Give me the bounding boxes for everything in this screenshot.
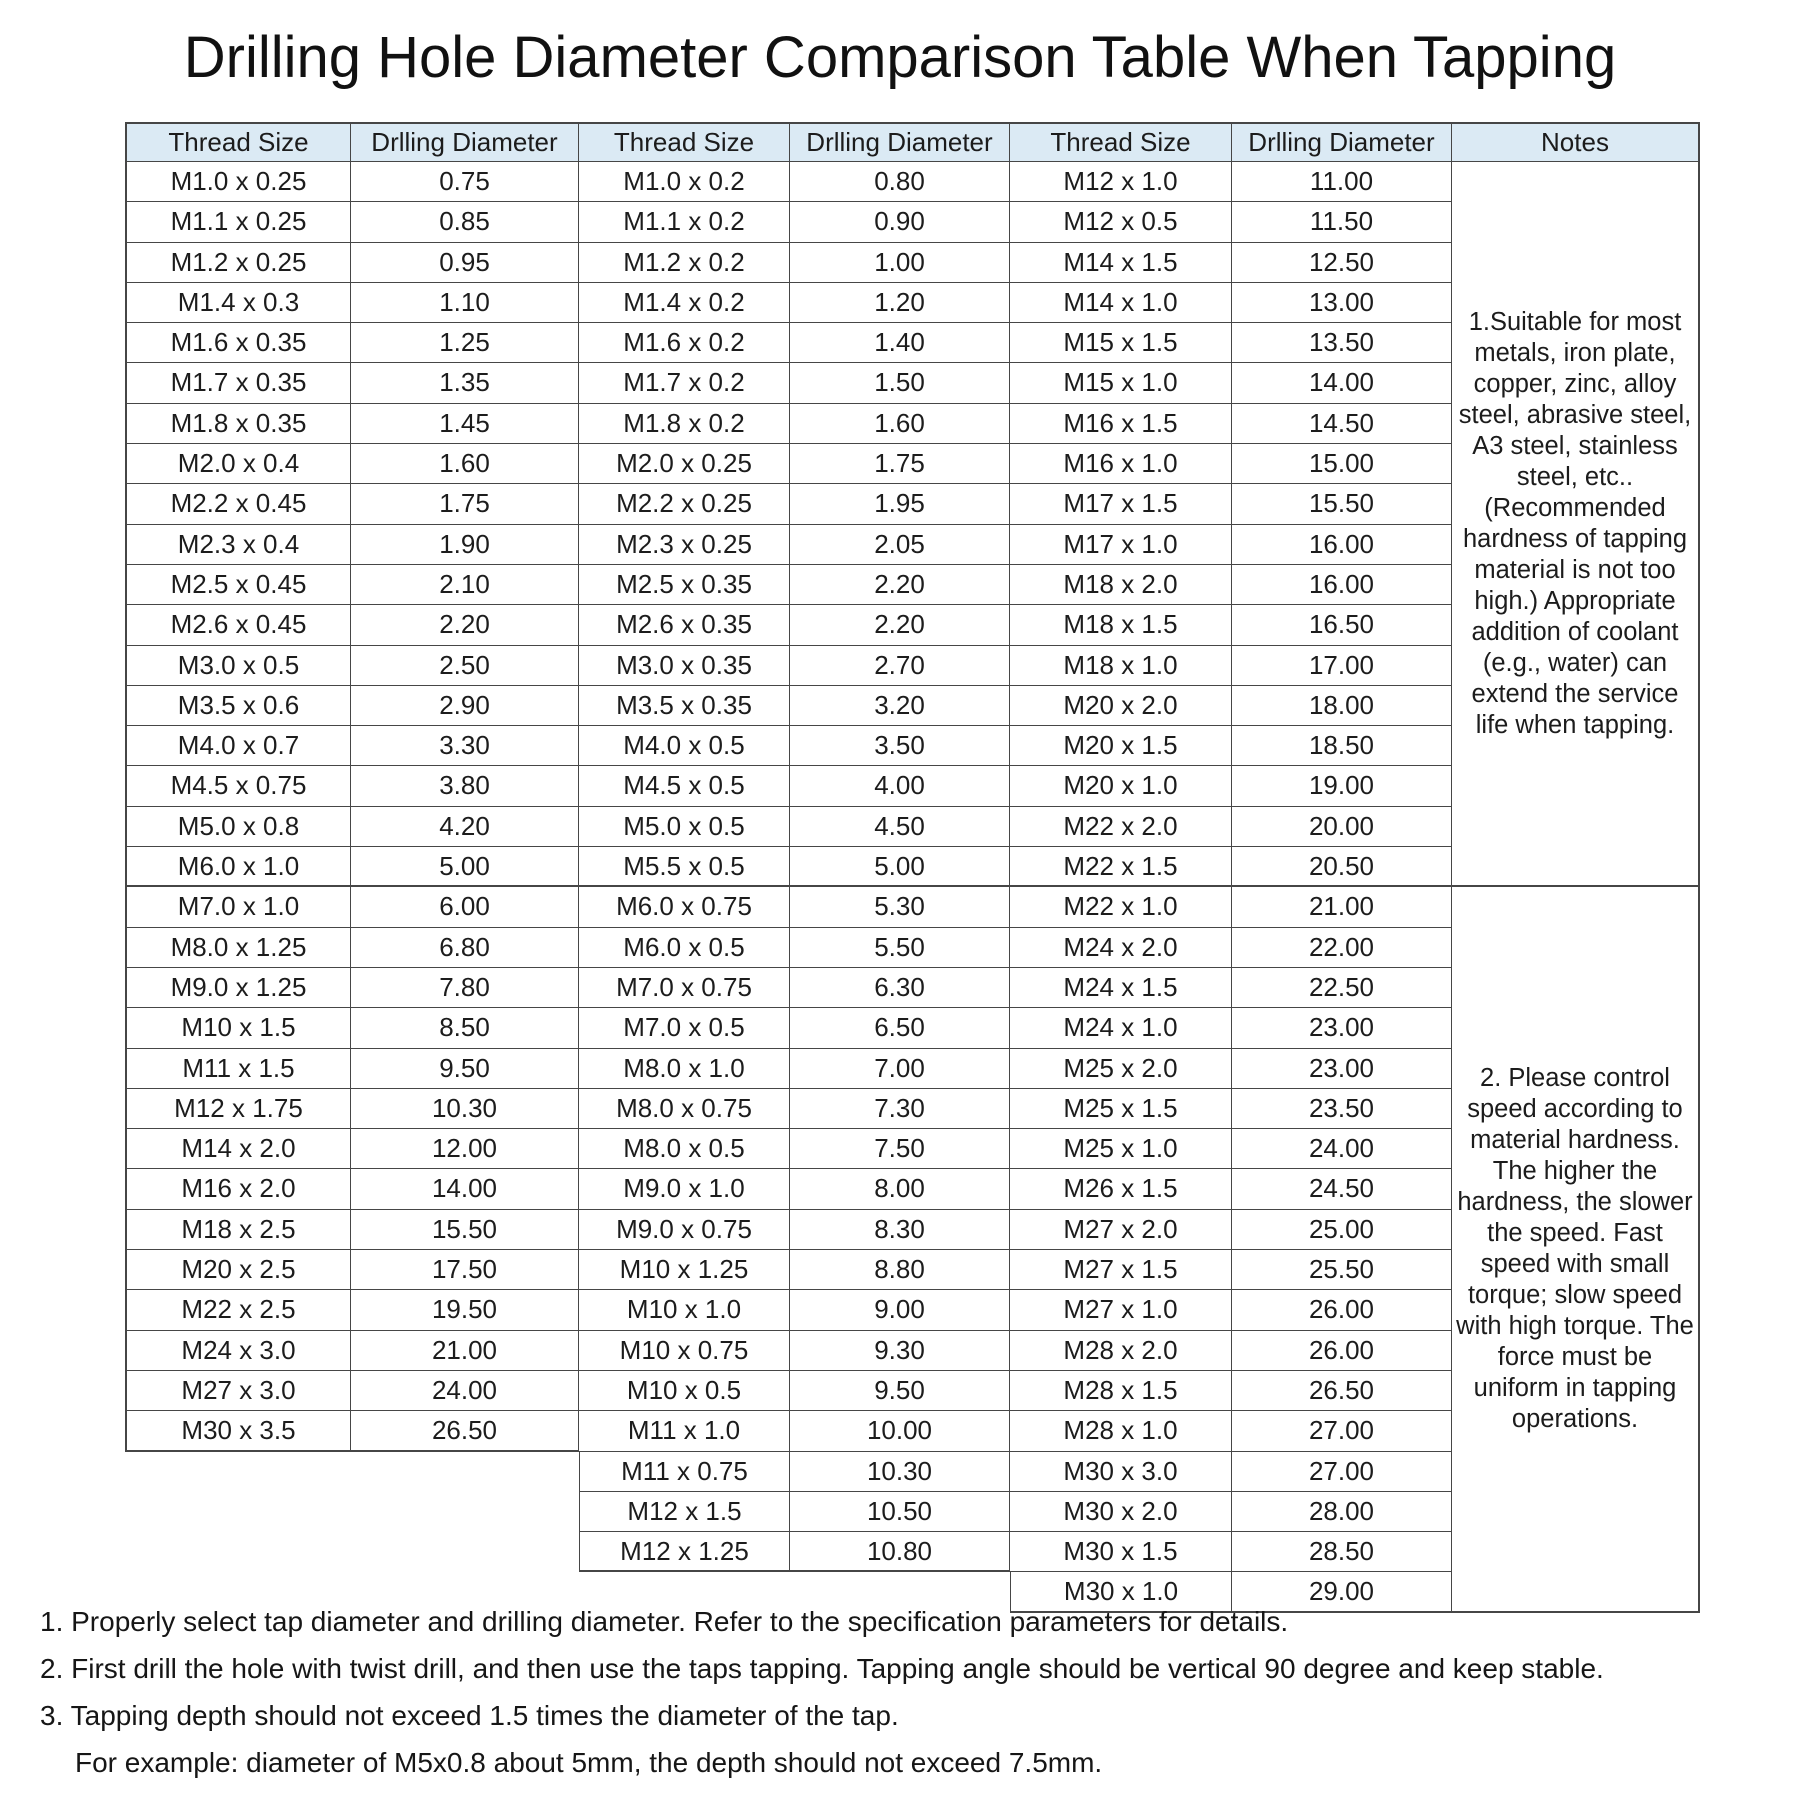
drilling-diameter-cell: 4.20 — [351, 807, 579, 847]
drilling-diameter-cell: 5.50 — [790, 928, 1010, 968]
drilling-diameter-cell: 7.50 — [790, 1129, 1010, 1169]
thread-size-cell: M20 x 2.5 — [125, 1250, 351, 1290]
drilling-diameter-cell: 20.50 — [1232, 847, 1452, 887]
drilling-diameter-cell: 1.25 — [351, 323, 579, 363]
thread-size-cell: M24 x 3.0 — [125, 1331, 351, 1371]
thread-size-cell: M30 x 3.0 — [1010, 1452, 1232, 1492]
header-thread-size: Thread Size — [579, 122, 790, 162]
drilling-diameter-cell: 23.00 — [1232, 1008, 1452, 1048]
thread-size-cell: M27 x 2.0 — [1010, 1210, 1232, 1250]
thread-size-cell: M2.6 x 0.35 — [579, 605, 790, 645]
drilling-diameter-cell: 2.05 — [790, 525, 1010, 565]
thread-size-cell: M16 x 1.5 — [1010, 404, 1232, 444]
thread-size-cell: M15 x 1.5 — [1010, 323, 1232, 363]
drilling-diameter-cell: 1.00 — [790, 243, 1010, 283]
footer-line-1: 1. Properly select tap diameter and drilling diameter. Refer to the specification parameters for details. — [40, 1606, 1289, 1637]
thread-size-cell: M17 x 1.0 — [1010, 525, 1232, 565]
thread-size-cell: M2.2 x 0.25 — [579, 484, 790, 524]
drilling-diameter-cell: 1.45 — [351, 404, 579, 444]
page-title: Drilling Hole Diameter Comparison Table When Tapping — [183, 25, 1617, 90]
thread-size-cell: M12 x 1.25 — [579, 1532, 790, 1572]
drilling-diameter-cell: 8.00 — [790, 1169, 1010, 1209]
drilling-diameter-cell: 24.00 — [1232, 1129, 1452, 1169]
drilling-diameter-cell: 7.80 — [351, 968, 579, 1008]
drilling-diameter-cell: 28.00 — [1232, 1492, 1452, 1532]
thread-size-cell: M3.0 x 0.35 — [579, 646, 790, 686]
drilling-diameter-cell: 16.50 — [1232, 605, 1452, 645]
drilling-diameter-cell: 1.95 — [790, 484, 1010, 524]
drilling-diameter-cell: 2.20 — [790, 565, 1010, 605]
thread-size-cell: M1.8 x 0.2 — [579, 404, 790, 444]
drilling-diameter-cell: 13.00 — [1232, 283, 1452, 323]
drilling-diameter-cell: 19.00 — [1232, 766, 1452, 806]
drilling-diameter-cell: 1.20 — [790, 283, 1010, 323]
thread-size-cell: M12 x 0.5 — [1010, 202, 1232, 242]
thread-size-cell: M8.0 x 1.25 — [125, 928, 351, 968]
thread-size-cell: M5.0 x 0.8 — [125, 807, 351, 847]
drilling-diameter-cell: 14.00 — [1232, 363, 1452, 403]
thread-size-cell: M25 x 1.0 — [1010, 1129, 1232, 1169]
thread-size-cell: M1.2 x 0.2 — [579, 243, 790, 283]
drilling-diameter-cell: 0.95 — [351, 243, 579, 283]
thread-size-cell: M1.6 x 0.2 — [579, 323, 790, 363]
drilling-diameter-cell: 6.00 — [351, 887, 579, 927]
drilling-diameter-cell: 1.75 — [790, 444, 1010, 484]
thread-size-cell: M2.2 x 0.45 — [125, 484, 351, 524]
thread-size-cell: M28 x 1.5 — [1010, 1371, 1232, 1411]
drilling-diameter-cell: 17.00 — [1232, 646, 1452, 686]
thread-size-cell: M6.0 x 0.5 — [579, 928, 790, 968]
header-drilling-diameter: Drlling Diameter — [790, 122, 1010, 162]
footer-line-3: 3. Tapping depth should not exceed 1.5 times the diameter of the tap. — [40, 1700, 899, 1731]
thread-size-cell: M1.6 x 0.35 — [125, 323, 351, 363]
thread-size-cell: M28 x 1.0 — [1010, 1411, 1232, 1451]
thread-size-cell: M2.3 x 0.4 — [125, 525, 351, 565]
drilling-diameter-cell: 5.00 — [351, 847, 579, 887]
thread-size-cell: M20 x 1.5 — [1010, 726, 1232, 766]
drilling-diameter-cell: 18.00 — [1232, 686, 1452, 726]
thread-size-cell: M9.0 x 0.75 — [579, 1210, 790, 1250]
header-drilling-diameter: Drlling Diameter — [351, 122, 579, 162]
thread-size-cell: M30 x 1.0 — [1010, 1572, 1232, 1612]
drilling-diameter-cell: 12.00 — [351, 1129, 579, 1169]
drilling-diameter-cell: 22.50 — [1232, 968, 1452, 1008]
drilling-diameter-cell: 24.50 — [1232, 1169, 1452, 1209]
thread-size-cell: M18 x 2.0 — [1010, 565, 1232, 605]
drilling-diameter-cell: 15.00 — [1232, 444, 1452, 484]
thread-size-cell: M12 x 1.0 — [1010, 162, 1232, 202]
thread-size-cell: M10 x 1.0 — [579, 1290, 790, 1330]
comparison-table — [125, 122, 1700, 1613]
drilling-diameter-cell: 2.70 — [790, 646, 1010, 686]
drilling-diameter-cell: 20.00 — [1232, 807, 1452, 847]
thread-size-cell: M1.7 x 0.2 — [579, 363, 790, 403]
thread-size-cell: M25 x 2.0 — [1010, 1049, 1232, 1089]
drilling-diameter-cell: 6.50 — [790, 1008, 1010, 1048]
drilling-diameter-cell: 18.50 — [1232, 726, 1452, 766]
drilling-diameter-cell: 26.00 — [1232, 1331, 1452, 1371]
thread-size-cell: M4.0 x 0.5 — [579, 726, 790, 766]
drilling-diameter-cell: 12.50 — [1232, 243, 1452, 283]
drilling-diameter-cell: 26.50 — [1232, 1371, 1452, 1411]
thread-size-cell: M10 x 1.25 — [579, 1250, 790, 1290]
thread-size-cell: M2.0 x 0.25 — [579, 444, 790, 484]
thread-size-cell: M5.5 x 0.5 — [579, 847, 790, 887]
thread-size-cell: M3.0 x 0.5 — [125, 646, 351, 686]
drilling-diameter-cell: 8.50 — [351, 1008, 579, 1048]
drilling-diameter-cell: 23.50 — [1232, 1089, 1452, 1129]
thread-size-cell: M14 x 1.0 — [1010, 283, 1232, 323]
notes-section-1: 1.Suitable for most metals, iron plate, copper, zinc, alloy steel, abrasive steel, A3 steel, stainless steel, etc..(Recommended hardness of tapping material is not too high.) Appropriate addition of coolant (e.g., water) can extend the service life when tapping. — [1452, 162, 1700, 887]
drilling-diameter-cell: 26.50 — [351, 1411, 579, 1451]
drilling-diameter-cell: 7.00 — [790, 1049, 1010, 1089]
drilling-diameter-cell: 9.30 — [790, 1331, 1010, 1371]
thread-size-cell: M25 x 1.5 — [1010, 1089, 1232, 1129]
drilling-diameter-cell: 29.00 — [1232, 1572, 1452, 1612]
drilling-diameter-cell: 15.50 — [351, 1210, 579, 1250]
thread-size-cell: M24 x 1.0 — [1010, 1008, 1232, 1048]
thread-size-cell: M27 x 3.0 — [125, 1371, 351, 1411]
thread-size-cell: M22 x 2.0 — [1010, 807, 1232, 847]
drilling-diameter-cell: 1.75 — [351, 484, 579, 524]
drilling-diameter-cell: 10.30 — [790, 1452, 1010, 1492]
drilling-diameter-cell: 28.50 — [1232, 1532, 1452, 1572]
drilling-diameter-cell: 0.80 — [790, 162, 1010, 202]
drilling-diameter-cell: 1.90 — [351, 525, 579, 565]
drilling-diameter-cell: 15.50 — [1232, 484, 1452, 524]
drilling-diameter-cell: 2.90 — [351, 686, 579, 726]
drilling-diameter-cell: 3.30 — [351, 726, 579, 766]
footer-example-line: For example: diameter of M5x0.8 about 5mm, the depth should not exceed 7.5mm. — [75, 1747, 1103, 1778]
thread-size-cell: M27 x 1.5 — [1010, 1250, 1232, 1290]
thread-size-cell: M1.4 x 0.3 — [125, 283, 351, 323]
thread-size-cell: M1.0 x 0.25 — [125, 162, 351, 202]
thread-size-cell: M11 x 1.0 — [579, 1411, 790, 1451]
drilling-diameter-cell: 21.00 — [351, 1331, 579, 1371]
drilling-diameter-cell: 6.30 — [790, 968, 1010, 1008]
drilling-diameter-cell: 27.00 — [1232, 1452, 1452, 1492]
thread-size-cell: M6.0 x 1.0 — [125, 847, 351, 887]
thread-size-cell: M8.0 x 0.75 — [579, 1089, 790, 1129]
thread-size-cell: M30 x 1.5 — [1010, 1532, 1232, 1572]
thread-size-cell: M2.0 x 0.4 — [125, 444, 351, 484]
thread-size-cell: M11 x 0.75 — [579, 1452, 790, 1492]
drilling-diameter-cell: 8.30 — [790, 1210, 1010, 1250]
thread-size-cell: M3.5 x 0.35 — [579, 686, 790, 726]
thread-size-cell: M7.0 x 0.75 — [579, 968, 790, 1008]
drilling-diameter-cell: 10.00 — [790, 1411, 1010, 1451]
drilling-diameter-cell: 3.80 — [351, 766, 579, 806]
drilling-diameter-cell: 9.50 — [351, 1049, 579, 1089]
thread-size-cell: M10 x 1.5 — [125, 1008, 351, 1048]
thread-size-cell: M22 x 2.5 — [125, 1290, 351, 1330]
thread-size-cell: M1.1 x 0.2 — [579, 202, 790, 242]
thread-size-cell: M9.0 x 1.25 — [125, 968, 351, 1008]
thread-size-cell: M12 x 1.75 — [125, 1089, 351, 1129]
thread-size-cell: M14 x 2.0 — [125, 1129, 351, 1169]
drilling-diameter-cell: 10.30 — [351, 1089, 579, 1129]
thread-size-cell: M18 x 1.5 — [1010, 605, 1232, 645]
drilling-diameter-cell: 4.00 — [790, 766, 1010, 806]
thread-size-cell: M7.0 x 0.5 — [579, 1008, 790, 1048]
thread-size-cell: M2.3 x 0.25 — [579, 525, 790, 565]
drilling-diameter-cell: 16.00 — [1232, 565, 1452, 605]
drilling-diameter-cell: 14.50 — [1232, 404, 1452, 444]
thread-size-cell: M30 x 3.5 — [125, 1411, 351, 1451]
thread-size-cell: M20 x 1.0 — [1010, 766, 1232, 806]
thread-size-cell: M4.0 x 0.7 — [125, 726, 351, 766]
thread-size-cell: M3.5 x 0.6 — [125, 686, 351, 726]
thread-size-cell: M1.1 x 0.25 — [125, 202, 351, 242]
footer-line-2: 2. First drill the hole with twist drill, and then use the taps tapping. Tapping angle should be vertical 90 degree and keep stable. — [40, 1653, 1604, 1684]
thread-size-cell: M24 x 2.0 — [1010, 928, 1232, 968]
thread-size-cell: M26 x 1.5 — [1010, 1169, 1232, 1209]
drilling-diameter-cell: 8.80 — [790, 1250, 1010, 1290]
header-thread-size: Thread Size — [1010, 122, 1232, 162]
drilling-diameter-cell: 4.50 — [790, 807, 1010, 847]
drilling-diameter-cell: 19.50 — [351, 1290, 579, 1330]
thread-size-cell: M16 x 2.0 — [125, 1169, 351, 1209]
drilling-diameter-cell: 0.75 — [351, 162, 579, 202]
drilling-diameter-cell: 16.00 — [1232, 525, 1452, 565]
thread-size-cell: M10 x 0.75 — [579, 1331, 790, 1371]
thread-size-cell: M6.0 x 0.75 — [579, 887, 790, 927]
footer-notes — [40, 1606, 1780, 1794]
thread-size-cell: M1.8 x 0.35 — [125, 404, 351, 444]
thread-size-cell: M20 x 2.0 — [1010, 686, 1232, 726]
thread-size-cell: M15 x 1.0 — [1010, 363, 1232, 403]
drilling-diameter-cell: 11.00 — [1232, 162, 1452, 202]
thread-size-cell: M9.0 x 1.0 — [579, 1169, 790, 1209]
drilling-diameter-cell: 22.00 — [1232, 928, 1452, 968]
drilling-diameter-cell: 2.50 — [351, 646, 579, 686]
drilling-diameter-cell: 5.00 — [790, 847, 1010, 887]
thread-size-cell: M17 x 1.5 — [1010, 484, 1232, 524]
thread-size-cell: M1.4 x 0.2 — [579, 283, 790, 323]
thread-size-cell: M2.5 x 0.35 — [579, 565, 790, 605]
thread-size-cell: M1.7 x 0.35 — [125, 363, 351, 403]
thread-size-cell: M18 x 2.5 — [125, 1210, 351, 1250]
thread-size-cell: M5.0 x 0.5 — [579, 807, 790, 847]
thread-size-cell: M27 x 1.0 — [1010, 1290, 1232, 1330]
drilling-diameter-cell: 14.00 — [351, 1169, 579, 1209]
drilling-diameter-cell: 3.20 — [790, 686, 1010, 726]
thread-size-cell: M10 x 0.5 — [579, 1371, 790, 1411]
drilling-diameter-cell: 10.80 — [790, 1532, 1010, 1572]
drilling-diameter-cell: 3.50 — [790, 726, 1010, 766]
thread-size-cell: M24 x 1.5 — [1010, 968, 1232, 1008]
header-drilling-diameter: Drlling Diameter — [1232, 122, 1452, 162]
thread-size-cell: M28 x 2.0 — [1010, 1331, 1232, 1371]
drilling-diameter-cell: 27.00 — [1232, 1411, 1452, 1451]
drilling-diameter-cell: 1.60 — [351, 444, 579, 484]
drilling-diameter-cell: 25.00 — [1232, 1210, 1452, 1250]
drilling-diameter-cell: 2.10 — [351, 565, 579, 605]
drilling-diameter-cell: 1.35 — [351, 363, 579, 403]
drilling-diameter-cell: 2.20 — [790, 605, 1010, 645]
thread-size-cell: M4.5 x 0.75 — [125, 766, 351, 806]
drilling-diameter-cell: 11.50 — [1232, 202, 1452, 242]
thread-size-cell: M22 x 1.5 — [1010, 847, 1232, 887]
notes-section-2: 2. Please control speed according to material hardness. The higher the hardness, the slower the speed. Fast speed with small torque; slow speed with high torque. The force must be uniform in tapping operations. — [1452, 887, 1700, 1612]
drilling-diameter-cell: 1.40 — [790, 323, 1010, 363]
drilling-diameter-cell: 2.20 — [351, 605, 579, 645]
drilling-diameter-cell: 24.00 — [351, 1371, 579, 1411]
drilling-diameter-cell: 0.90 — [790, 202, 1010, 242]
drilling-diameter-cell: 0.85 — [351, 202, 579, 242]
thread-size-cell: M2.5 x 0.45 — [125, 565, 351, 605]
thread-size-cell: M12 x 1.5 — [579, 1492, 790, 1532]
drilling-diameter-cell: 17.50 — [351, 1250, 579, 1290]
drilling-diameter-cell: 13.50 — [1232, 323, 1452, 363]
thread-size-cell: M7.0 x 1.0 — [125, 887, 351, 927]
drilling-diameter-cell: 1.60 — [790, 404, 1010, 444]
drilling-diameter-cell: 1.10 — [351, 283, 579, 323]
drilling-diameter-cell: 7.30 — [790, 1089, 1010, 1129]
drilling-diameter-cell: 5.30 — [790, 887, 1010, 927]
thread-size-cell: M8.0 x 0.5 — [579, 1129, 790, 1169]
drilling-diameter-cell: 9.00 — [790, 1290, 1010, 1330]
drilling-diameter-cell: 25.50 — [1232, 1250, 1452, 1290]
header-notes: Notes — [1452, 122, 1700, 162]
drilling-diameter-cell: 10.50 — [790, 1492, 1010, 1532]
thread-size-cell: M30 x 2.0 — [1010, 1492, 1232, 1532]
thread-size-cell: M2.6 x 0.45 — [125, 605, 351, 645]
drilling-diameter-cell: 6.80 — [351, 928, 579, 968]
drilling-diameter-cell: 1.50 — [790, 363, 1010, 403]
drilling-diameter-cell: 21.00 — [1232, 887, 1452, 927]
drilling-diameter-cell: 9.50 — [790, 1371, 1010, 1411]
thread-size-cell: M1.0 x 0.2 — [579, 162, 790, 202]
thread-size-cell: M22 x 1.0 — [1010, 887, 1232, 927]
thread-size-cell: M8.0 x 1.0 — [579, 1049, 790, 1089]
thread-size-cell: M4.5 x 0.5 — [579, 766, 790, 806]
drilling-diameter-cell: 23.00 — [1232, 1049, 1452, 1089]
header-thread-size: Thread Size — [125, 122, 351, 162]
drilling-diameter-cell: 26.00 — [1232, 1290, 1452, 1330]
thread-size-cell: M16 x 1.0 — [1010, 444, 1232, 484]
thread-size-cell: M1.2 x 0.25 — [125, 243, 351, 283]
thread-size-cell: M18 x 1.0 — [1010, 646, 1232, 686]
thread-size-cell: M11 x 1.5 — [125, 1049, 351, 1089]
thread-size-cell: M14 x 1.5 — [1010, 243, 1232, 283]
